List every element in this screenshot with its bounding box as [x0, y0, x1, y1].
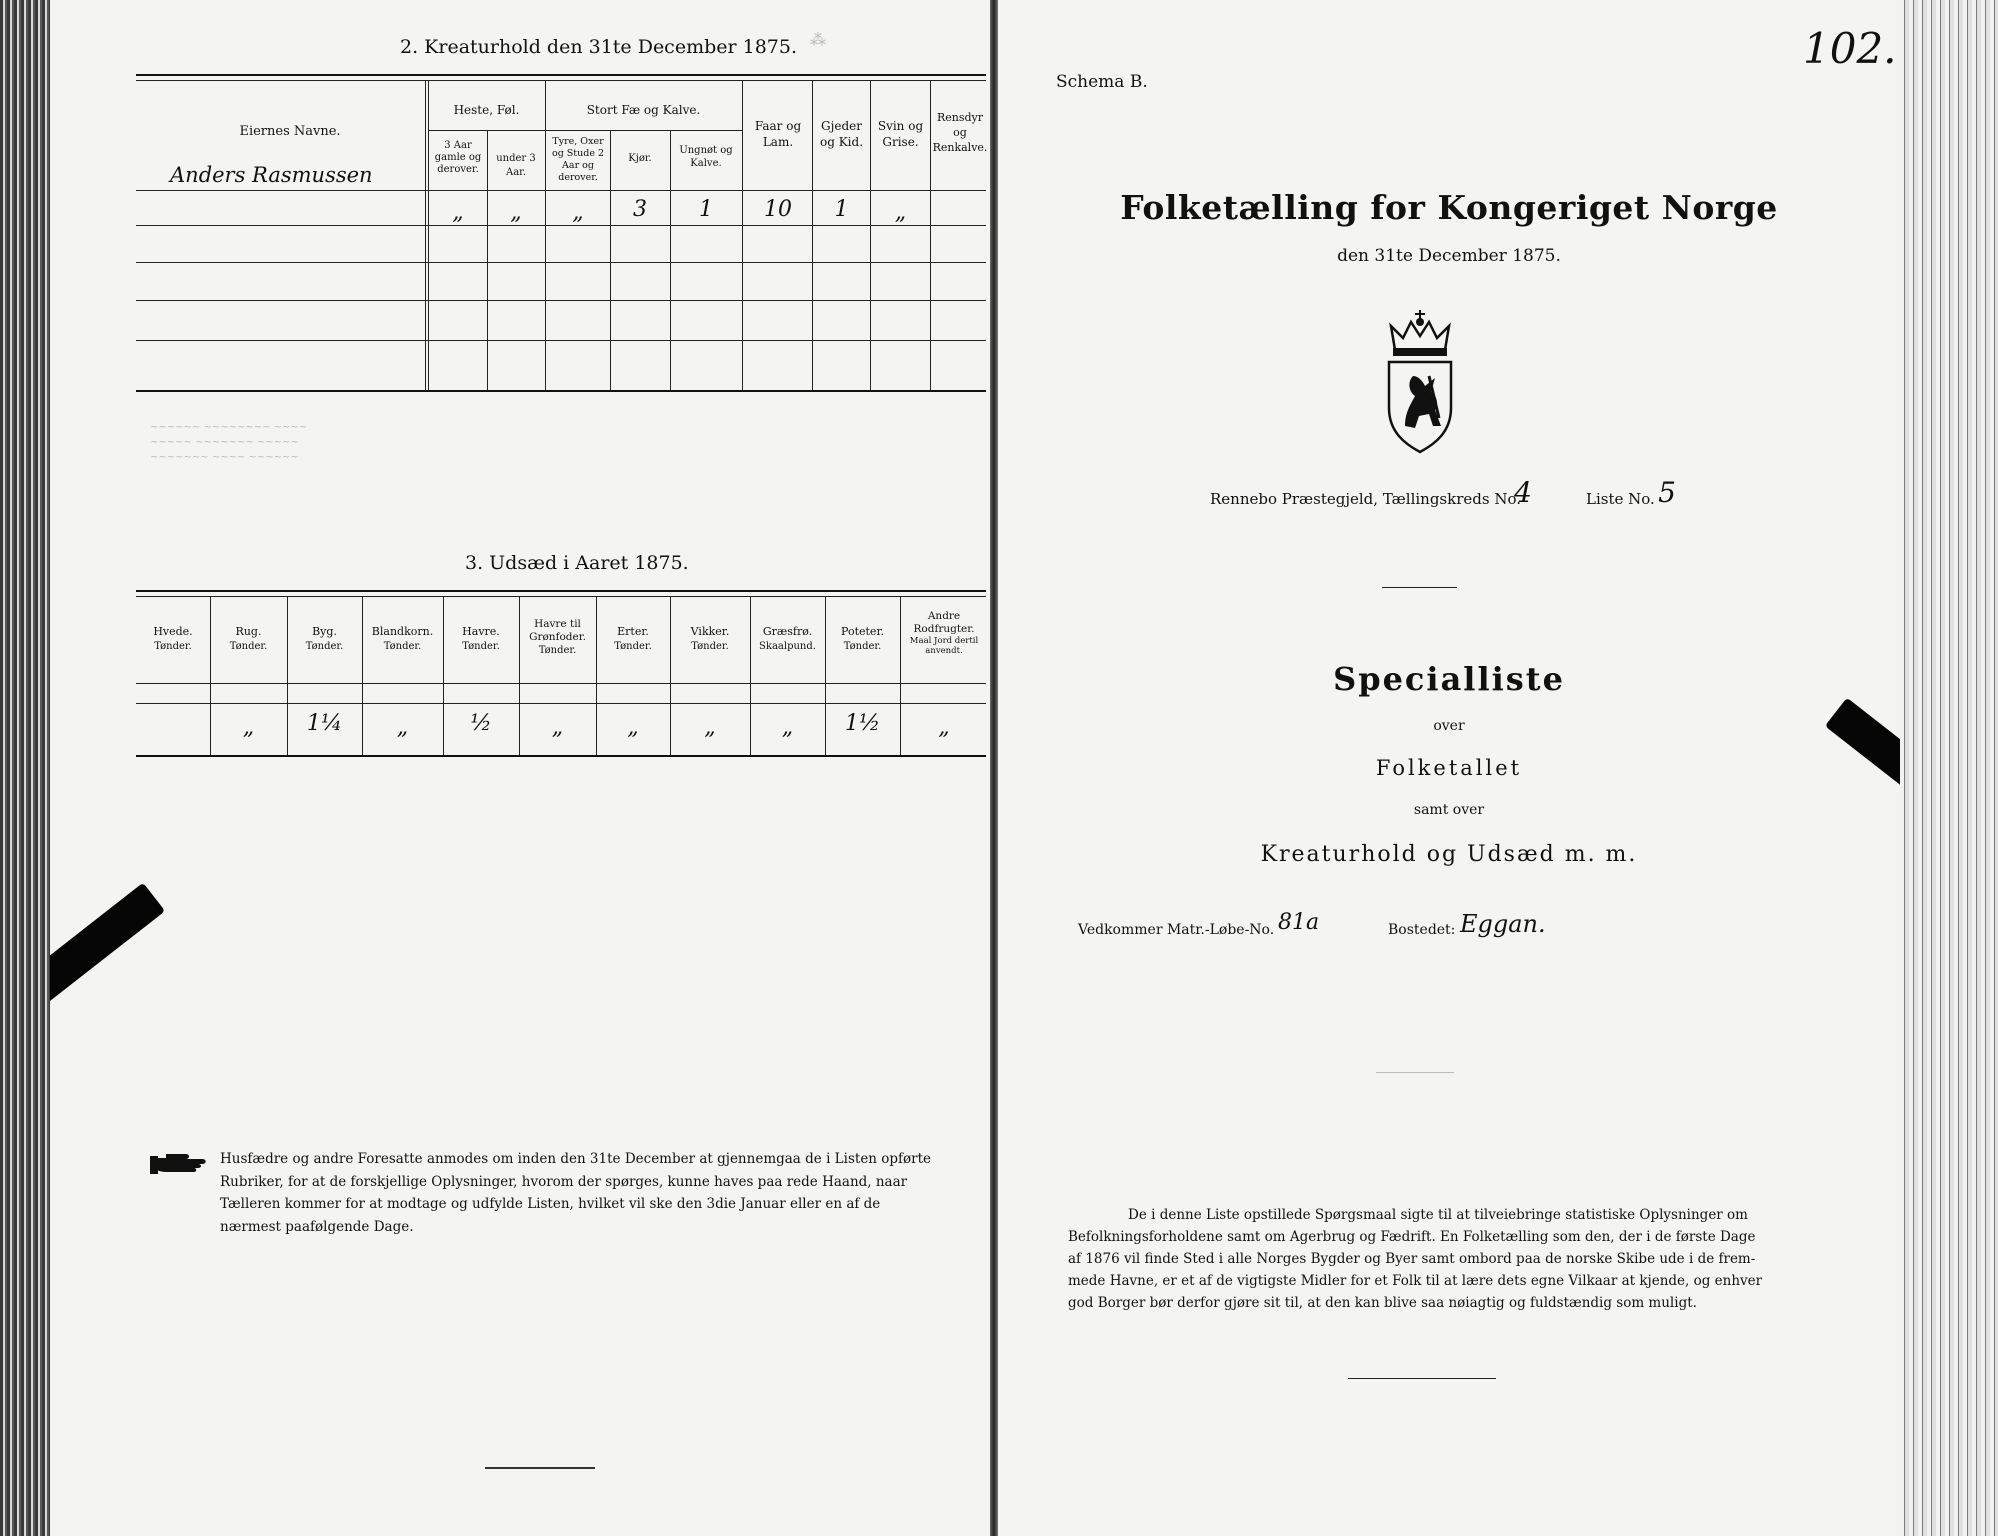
col-rug: Rug. Tønder. — [229, 625, 268, 652]
col-havre: Havre. Tønder. — [462, 625, 500, 652]
kreatur-cell: „ — [510, 200, 522, 225]
bosted-value: Eggan. — [1460, 910, 1546, 938]
udsaed-cell: „ — [551, 715, 564, 740]
col-blandkorn: Blandkorn. Tønder. — [371, 625, 434, 652]
prestegjeld-line — [1210, 490, 1521, 508]
owner-header: Eiernes Navne. — [239, 124, 341, 139]
col-graesfro: Græsfrø. Skaalpund. — [759, 625, 816, 652]
page-number: 102. — [1803, 24, 1897, 73]
udsaed-cell: 1¼ — [306, 711, 343, 736]
table3-row-rule — [136, 703, 986, 704]
udsaed-cell: „ — [627, 715, 639, 740]
col-faar: Faar og Lam. — [754, 119, 802, 149]
main-title: Folketælling for Kongeriget Norge — [1120, 188, 1778, 227]
col-gronfoder: Havre til Grønfoder. Tønder. — [529, 618, 586, 656]
group-stort: Stort Fæ og Kalve. — [586, 103, 701, 117]
table3-header-rule — [136, 683, 986, 684]
kreatur-cell: 10 — [764, 197, 792, 222]
table2-col-line — [545, 80, 546, 390]
samt-over-text: samt over — [1413, 802, 1485, 818]
divider-rule — [1382, 587, 1457, 588]
kreatur-cell: „ — [894, 200, 907, 225]
udsaed-cell: „ — [396, 715, 409, 740]
table3-bottom-rule — [136, 755, 986, 757]
col-erter: Erter. Tønder. — [614, 625, 652, 652]
bosted-label: Bostedet: — [1388, 922, 1456, 938]
prestegjeld-label: Rennebo Præstegjeld, — [1210, 490, 1379, 508]
table2-col-line — [428, 80, 429, 390]
table2-col-line — [610, 130, 611, 390]
kreatur-cell: „ — [452, 200, 464, 225]
folketallet-text: Folketallet — [1375, 756, 1523, 780]
kreatur-cell: 3 — [633, 197, 647, 222]
col-rensdyr: Rensdyr og Renkalve. — [932, 111, 988, 154]
col-vikker: Vikker. Tønder. — [690, 625, 730, 652]
liste-value: 5 — [1658, 476, 1676, 509]
matr-value: 81a — [1278, 910, 1320, 935]
udsaed-cell: 1½ — [844, 711, 881, 736]
table2-top-rule2 — [136, 80, 986, 81]
table2-top-rule — [136, 74, 986, 76]
matr-label: Vedkommer Matr.-Løbe-No. — [1078, 922, 1275, 938]
book-edge-left — [0, 0, 50, 1536]
faint-rule — [1376, 1072, 1454, 1073]
table2-group-rule — [428, 130, 742, 131]
left-page — [50, 0, 990, 1536]
col-kjor: Kjør. — [628, 153, 652, 164]
norway-coat-of-arms-icon — [1383, 308, 1457, 456]
udsaed-cell: „ — [704, 715, 716, 740]
section3-title: 3. Udsæd i Aaret 1875. — [465, 552, 689, 574]
col-byg: Byg. Tønder. — [305, 625, 344, 652]
over-text: over — [1433, 718, 1465, 734]
col-svin: Svin og Grise. — [877, 119, 924, 149]
table3-top-rule2 — [136, 596, 986, 597]
section2-title: 2. Kreaturhold den 31te December 1875. — [400, 36, 798, 58]
table2-row-rule — [136, 262, 986, 263]
schema-label: Schema B. — [1056, 72, 1148, 92]
kreatur-cell: 1 — [699, 197, 713, 222]
instructions-text: Husfædre og andre Foresatte anmodes om inden den 31te December at gjennemgaa de i Listen opførte Rubriker, for at de forskjellige Oplysninger, hvorom der spørges, kunne haves paa rede Haand, naar Tælleren kommer for at modtage og udfylde Listen, hvilket vil ske den 3die Januar eller en af de nærmest paafølgende Dage. — [220, 1151, 932, 1235]
col-hvede: Hvede. Tønder. — [153, 625, 193, 652]
table2-header-rule — [136, 190, 986, 191]
bleed-text: ⁂ — [810, 30, 826, 49]
udsaed-cell: „ — [938, 715, 950, 740]
right-page — [998, 0, 1900, 1536]
col-ungnot: Ungnøt og Kalve. — [679, 145, 733, 169]
col-heste-young: under 3 Aar. — [496, 153, 536, 178]
book-gutter — [990, 0, 998, 1536]
table2-row-rule — [136, 340, 986, 341]
liste-label: Liste No. — [1586, 490, 1655, 508]
udsaed-cell: „ — [781, 715, 794, 740]
kreaturhold-text: Kreaturhold og Udsæd m. m. — [1260, 842, 1638, 867]
bottom-rule — [485, 1467, 595, 1469]
table2-bottom-rule — [136, 390, 986, 392]
col-heste-old: 3 Aar gamle og derover. — [434, 140, 482, 175]
udsaed-cell: „ — [242, 715, 255, 740]
bottom-rule — [1348, 1378, 1496, 1379]
footer-text: De i denne Liste opstillede Spørgsmaal sigte til at tilveiebringe statistiske Oplysninger om Befolkningsforholdene samt om Agerbrug og Fædrift. En Folketælling som den, der i de første Dage af 1876 vil finde Sted i alle Norges Bygder og Byer samt ombord paa de norske Skibe ude i de frem- mede Havne, er et af de vigtigste Midler for et Folk til at lære dets egne Vilkaar at kjende, og enhver god Borger bør derfor gjøre sit til, at den kan blive saa nøiagtig og fuldstændig som muligt. — [1068, 1207, 1763, 1311]
kreatur-cell: 1 — [834, 197, 849, 222]
table2-col-line — [742, 80, 743, 390]
pointing-hand-icon — [150, 1150, 210, 1178]
group-heste: Heste, Føl. — [453, 103, 520, 117]
kreatur-cell: „ — [572, 200, 584, 225]
bleed-text: ~~~~~~ ~~~~~~~~ ~~~~ ~~~~~ ~~~~~~~ ~~~~~ ~~~~~~~ ~~~~ ~~~~~~ — [150, 422, 308, 463]
table2-row-rule — [136, 225, 986, 226]
col-poteter: Poteter. Tønder. — [841, 625, 884, 652]
table2-row-rule — [136, 300, 986, 301]
table3-top-rule — [136, 590, 986, 592]
owner-name: Anders Rasmussen — [170, 163, 373, 187]
kreds-label: Tællingskreds No. — [1382, 490, 1521, 508]
table2-col-line — [425, 80, 426, 390]
black-bookmark-tab — [50, 883, 165, 1004]
kreds-value: 4 — [1514, 476, 1532, 509]
col-rodfrugter: Andre Rodfrugter. Maal Jord dertil anvendt. — [909, 610, 979, 656]
udsaed-cell: ½ — [470, 711, 492, 736]
specialliste-title: Specialliste — [1333, 660, 1565, 698]
col-gjeder: Gjeder og Kid. — [819, 119, 864, 149]
book-edge-right — [1900, 0, 1998, 1536]
date-line: den 31te December 1875. — [1337, 246, 1561, 266]
col-tyre: Tyre, Oxer og Stude 2 Aar og derover. — [551, 136, 605, 183]
